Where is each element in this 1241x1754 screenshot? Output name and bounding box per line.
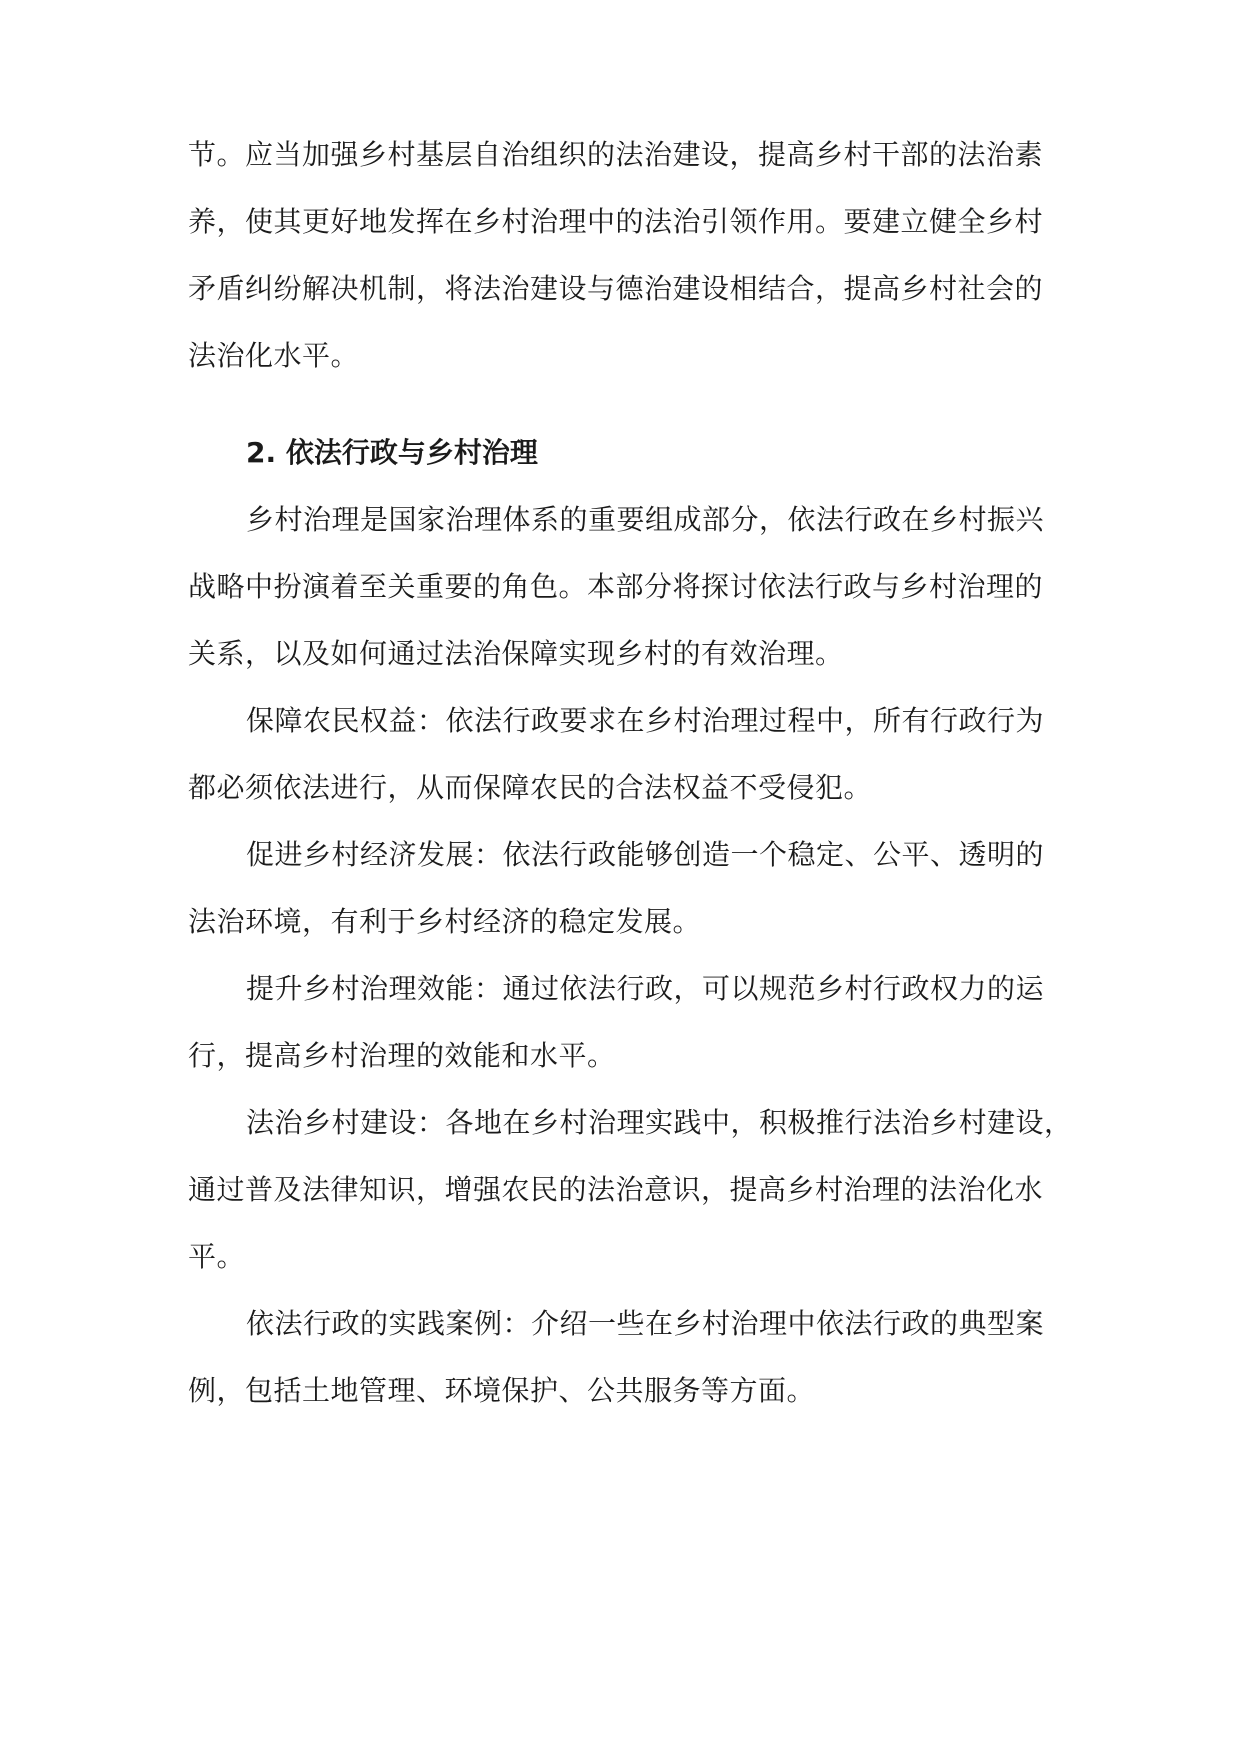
text-line: 法治化水平。 — [188, 339, 360, 372]
text-line: 例，包括土地管理、环境保护、公共服务等方面。 — [188, 1374, 816, 1407]
text-line: 节。应当加强乡村基层自治组织的法治建设，提高乡村干部的法治素 — [188, 138, 1044, 171]
text-line: 乡村治理是国家治理体系的重要组成部分，依法行政在乡村振兴 — [246, 503, 1045, 536]
text-line: 依法行政的实践案例：介绍一些在乡村治理中依法行政的典型案 — [246, 1307, 1045, 1340]
text-line: 关系，以及如何通过法治保障实现乡村的有效治理。 — [188, 637, 844, 670]
text-line: 促进乡村经济发展：依法行政能够创造一个稳定、公平、透明的 — [246, 838, 1045, 871]
text-line: 战略中扮演着至关重要的角色。本部分将探讨依法行政与乡村治理的 — [188, 570, 1044, 603]
section-heading: 2. 依法行政与乡村治理 — [246, 436, 538, 469]
text-line: 法治乡村建设：各地在乡村治理实践中，积极推行法治乡村建设， — [246, 1106, 1073, 1139]
text-line: 提升乡村治理效能：通过依法行政，可以规范乡村行政权力的运 — [246, 972, 1045, 1005]
text-line: 矛盾纠纷解决机制，将法治建设与德治建设相结合，提高乡村社会的 — [188, 272, 1044, 305]
text-line: 行，提高乡村治理的效能和水平。 — [188, 1039, 616, 1072]
text-line: 都必须依法进行，从而保障农民的合法权益不受侵犯。 — [188, 771, 873, 804]
text-line: 保障农民权益：依法行政要求在乡村治理过程中，所有行政行为 — [246, 704, 1045, 737]
text-line: 法治环境，有利于乡村经济的稳定发展。 — [188, 905, 702, 938]
text-line: 平。 — [188, 1240, 246, 1273]
text-line: 通过普及法律知识，增强农民的法治意识，提高乡村治理的法治化水 — [188, 1173, 1044, 1206]
text-line: 养，使其更好地发挥在乡村治理中的法治引领作用。要建立健全乡村 — [188, 205, 1044, 238]
